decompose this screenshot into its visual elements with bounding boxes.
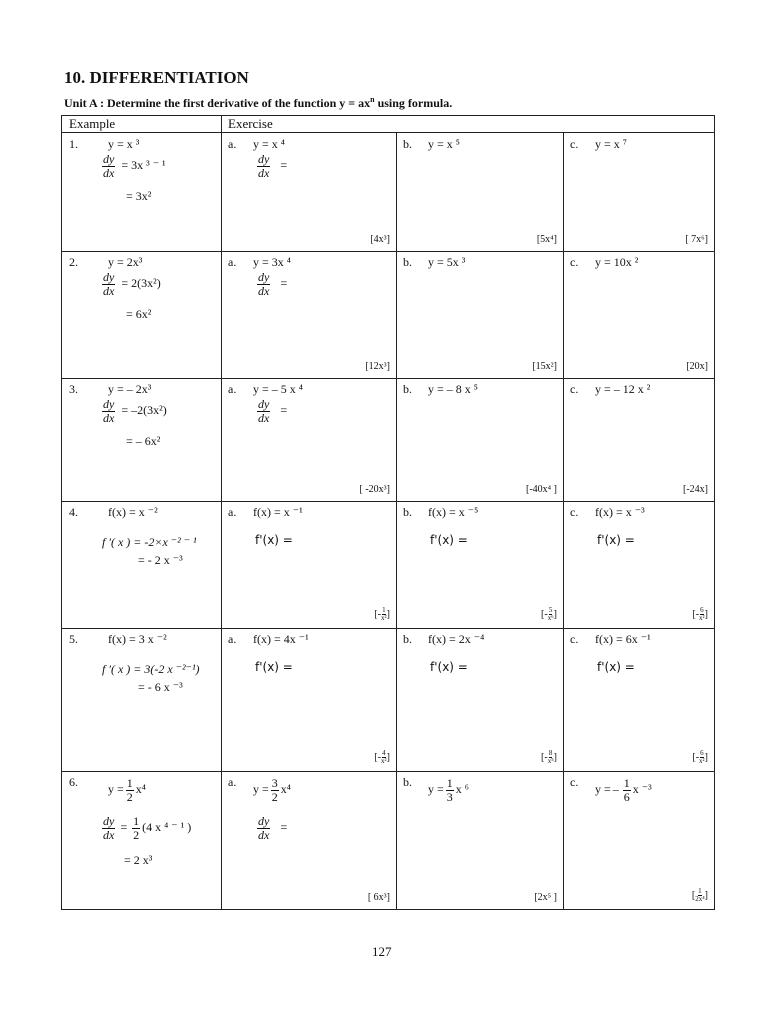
example-derivative — [100, 398, 167, 424]
fraction-denominator: 2 — [133, 827, 140, 842]
example-derivative — [100, 271, 161, 297]
example-cell — [62, 251, 221, 378]
exercise-cell-c — [563, 378, 714, 501]
example-result: = – 6x² — [126, 434, 161, 448]
derivative-prompt: f'(x) = — [255, 660, 293, 674]
fraction-denominator: x² — [381, 614, 387, 622]
fraction-denominator: x² — [699, 757, 705, 765]
example-function — [108, 777, 146, 803]
exercise-function — [253, 777, 291, 803]
answer: [ -20x³] — [359, 484, 390, 495]
example-number: 6. — [69, 775, 78, 789]
fraction-denominator: dx — [258, 410, 270, 425]
exercise-function: f(x) = x ⁻⁵ — [428, 505, 479, 519]
answer-fraction — [695, 888, 704, 903]
exercise-cell-a — [221, 251, 396, 378]
dy-dx-fraction — [102, 398, 115, 424]
exercise-cell-b — [396, 628, 563, 771]
exercise-header: Exercise — [228, 116, 273, 131]
equals: = — [117, 819, 131, 834]
fraction-numerator: dy — [103, 397, 115, 411]
fraction-numerator: 3 — [271, 776, 278, 790]
example-cell — [62, 133, 221, 251]
coefficient-fraction — [446, 777, 454, 803]
exercise-function: y = – 8 x ⁵ — [428, 382, 478, 396]
fraction-numerator: dy — [103, 270, 115, 284]
answer: [-24x] — [683, 484, 708, 495]
example-function: y = x ³ — [108, 137, 140, 151]
equals: = — [280, 157, 288, 172]
equals: = — [280, 819, 288, 834]
page-number: 127 — [372, 944, 392, 959]
fraction-denominator: x⁶ — [547, 614, 554, 622]
fraction-denominator: 2x⁴ — [695, 895, 705, 903]
exercise-function — [595, 777, 652, 803]
exercise-cell-c — [563, 133, 714, 251]
fraction-denominator: x⁵ — [547, 757, 554, 765]
exercise-function: f(x) = x ⁻¹ — [253, 505, 303, 519]
answer: [ 6x³] — [367, 892, 390, 903]
exercise-cell-b — [396, 771, 563, 909]
exercise-label: c. — [570, 255, 579, 269]
answer: [-40x⁴ ] — [526, 484, 557, 495]
dy-dx-fraction — [257, 153, 270, 179]
exercise-cell-b — [396, 251, 563, 378]
example-result: = - 6 x ⁻³ — [138, 680, 183, 694]
exercise-cell-a — [221, 378, 396, 501]
example-function: f(x) = 3 x ⁻² — [108, 632, 167, 646]
answer: [2x⁵ ] — [534, 892, 557, 903]
answer: [15x²] — [532, 361, 557, 372]
equals: = — [280, 402, 288, 417]
fraction-numerator: 6 — [700, 749, 704, 757]
answer-close: ] — [386, 751, 390, 763]
example-result: = 3x² — [126, 189, 152, 203]
dy-dx-fraction — [102, 271, 115, 297]
exercise-label: c. — [570, 505, 579, 519]
answer-open: [- — [692, 751, 700, 763]
answer: [20x] — [686, 361, 708, 372]
fraction-denominator: dx — [103, 827, 115, 842]
exercise-cell-a — [221, 501, 396, 628]
exercise-label: c. — [570, 632, 579, 646]
example-derivative — [100, 815, 191, 841]
coefficient-fraction — [132, 815, 140, 841]
fraction-numerator: dy — [258, 397, 270, 411]
derivative-prompt: f'(x) = — [597, 533, 635, 547]
exercise-function: y = 5x ³ — [428, 255, 466, 269]
exercise-label: c. — [570, 137, 579, 151]
example-function: y = 2x³ — [108, 255, 143, 269]
sign: – — [612, 781, 619, 796]
dy-dx-fraction — [257, 271, 270, 297]
fraction-numerator: 8 — [548, 749, 553, 757]
example-number: 2. — [69, 255, 78, 269]
y-label: y = — [253, 781, 269, 796]
exercise-cell-c — [563, 501, 714, 628]
fraction-denominator: x² — [699, 614, 705, 622]
derivative-prompt — [255, 271, 287, 297]
example-cell — [62, 501, 221, 628]
fraction-denominator: 3 — [446, 789, 453, 804]
y-label: y = — [428, 781, 444, 796]
exercise-cell-b — [396, 133, 563, 251]
fraction-denominator: dx — [103, 283, 115, 298]
answer-open: [ — [691, 889, 696, 901]
x-power: x ⁶ — [455, 781, 469, 796]
fraction-numerator: 1 — [126, 776, 133, 790]
exercise-function: f(x) = 6x ⁻¹ — [595, 632, 651, 646]
answer-close: ] — [553, 608, 557, 620]
exercise-cell-a — [221, 771, 396, 909]
exercise-function: f(x) = x ⁻³ — [595, 505, 645, 519]
exercise-label: a. — [228, 382, 237, 396]
fraction-denominator: x² — [381, 757, 387, 765]
fraction-numerator: dy — [258, 270, 270, 284]
exercise-label: b. — [403, 632, 412, 646]
example-step: = –2(3x²) — [121, 402, 167, 417]
fraction-numerator: dy — [103, 814, 115, 828]
coefficient-fraction — [623, 777, 631, 803]
y-label: y = — [595, 781, 611, 796]
exercise-function — [428, 777, 469, 803]
example-derivative: f ′( x ) = 3(-2 x ⁻²⁻¹) — [102, 662, 200, 676]
exercise-cell-c — [563, 628, 714, 771]
example-result: = 6x² — [126, 307, 152, 321]
example-number: 3. — [69, 382, 78, 396]
fraction-denominator: 2 — [126, 789, 133, 804]
dy-dx-fraction — [102, 815, 115, 841]
exercise-cell-b — [396, 378, 563, 501]
x-power: x ⁻³ — [632, 781, 652, 796]
fraction-numerator: 1 — [133, 814, 140, 828]
answer-open: [- — [374, 751, 382, 763]
example-cell — [62, 628, 221, 771]
answer — [374, 607, 390, 622]
example-step: = 2(3x²) — [121, 275, 161, 290]
example-number: 5. — [69, 632, 78, 646]
answer: [4x³] — [370, 234, 390, 245]
answer — [541, 750, 557, 765]
fraction-numerator: 4 — [382, 749, 386, 757]
exercise-function: f(x) = 4x ⁻¹ — [253, 632, 309, 646]
fraction-numerator: dy — [258, 152, 270, 166]
example-cell — [62, 378, 221, 501]
example-derivative: f ′( x ) = -2×x ⁻² ⁻ ¹ — [102, 535, 197, 549]
exercise-label: a. — [228, 775, 237, 789]
x-power: x⁴ — [135, 781, 146, 796]
answer-open: [- — [541, 751, 548, 763]
derivative-prompt — [255, 815, 287, 841]
answer: [ 7x⁶] — [685, 234, 708, 245]
example-number: 4. — [69, 505, 78, 519]
answer — [692, 750, 708, 765]
exercise-label: b. — [403, 382, 412, 396]
derivative-prompt: f'(x) = — [597, 660, 635, 674]
coefficient-fraction — [271, 777, 279, 803]
answer-close: ] — [704, 751, 708, 763]
unit-instruction: Unit A : Determine the first derivative of the function $y = ax^n$ using formula. — [64, 95, 453, 110]
example-function: f(x) = x ⁻² — [108, 505, 158, 519]
answer-open: [- — [692, 608, 700, 620]
fraction-numerator: 1 — [698, 887, 702, 895]
exercise-label: a. — [228, 137, 237, 151]
dy-dx-fraction — [257, 398, 270, 424]
fraction-numerator: 1 — [623, 776, 630, 790]
derivative-prompt: f'(x) = — [430, 660, 468, 674]
fraction-numerator: 1 — [382, 606, 386, 614]
answer-close: ] — [704, 889, 708, 901]
example-step: = 3x ³ ⁻ ¹ — [121, 157, 166, 172]
exercise-label: b. — [403, 775, 412, 789]
answer — [374, 750, 390, 765]
example-step: (4 x ⁴ ⁻ ¹ ) — [142, 819, 192, 834]
exercise-label: a. — [228, 505, 237, 519]
exercise-table — [61, 115, 715, 910]
fraction-denominator: dx — [258, 827, 270, 842]
example-cell — [62, 771, 221, 909]
exercise-function: y = – 5 x ⁴ — [253, 382, 303, 396]
coefficient-fraction — [126, 777, 134, 803]
exercise-cell-c — [563, 771, 714, 909]
fraction-numerator: dy — [103, 152, 115, 166]
answer-close: ] — [386, 608, 390, 620]
exercise-cell-a — [221, 628, 396, 771]
answer — [692, 607, 708, 622]
page-title: 10. DIFFERENTIATION — [64, 68, 249, 87]
exercise-cell-a — [221, 133, 396, 251]
fraction-numerator: dy — [258, 814, 270, 828]
derivative-prompt — [255, 398, 287, 424]
example-result: = - 2 x ⁻³ — [138, 553, 183, 567]
exercise-label: a. — [228, 632, 237, 646]
exercise-function: y = 10x ² — [595, 255, 639, 269]
answer — [692, 888, 708, 903]
fraction-denominator: 2 — [271, 789, 278, 804]
exercise-function: y = 3x ⁴ — [253, 255, 291, 269]
exercise-function: f(x) = 2x ⁻⁴ — [428, 632, 485, 646]
example-function: y = – 2x³ — [108, 382, 152, 396]
dy-dx-fraction — [102, 153, 115, 179]
fraction-numerator: 1 — [446, 776, 453, 790]
example-derivative — [100, 153, 166, 179]
exercise-label: c. — [570, 382, 579, 396]
y-label: y = — [108, 781, 124, 796]
exercise-function: y = x ⁵ — [428, 137, 460, 151]
fraction-denominator: dx — [103, 410, 115, 425]
example-header: Example — [69, 116, 116, 131]
answer: [5x⁴] — [536, 234, 557, 245]
derivative-prompt: f'(x) = — [255, 533, 293, 547]
fraction-numerator: 6 — [700, 606, 704, 614]
answer-close: ] — [553, 751, 557, 763]
answer — [541, 607, 557, 622]
exercise-label: b. — [403, 255, 412, 269]
fraction-denominator: dx — [103, 165, 115, 180]
fraction-denominator: dx — [258, 165, 270, 180]
fraction-denominator: 6 — [623, 789, 630, 804]
answer-open: [- — [374, 608, 382, 620]
fraction-numerator: 5 — [548, 606, 553, 614]
derivative-prompt — [255, 153, 287, 179]
example-number: 1. — [69, 137, 78, 151]
exercise-label: a. — [228, 255, 237, 269]
exercise-function: y = – 12 x ² — [595, 382, 651, 396]
derivative-prompt: f'(x) = — [430, 533, 468, 547]
exercise-label: b. — [403, 137, 412, 151]
x-power: x⁴ — [280, 781, 291, 796]
exercise-label: c. — [570, 775, 579, 789]
exercise-function: y = x ⁷ — [595, 137, 627, 151]
dy-dx-fraction — [257, 815, 270, 841]
answer-open: [- — [541, 608, 548, 620]
exercise-label: b. — [403, 505, 412, 519]
exercise-function: y = x ⁴ — [253, 137, 285, 151]
answer-close: ] — [704, 608, 708, 620]
equals: = — [280, 275, 288, 290]
answer: [12x³] — [365, 361, 390, 372]
fraction-denominator: dx — [258, 283, 270, 298]
exercise-cell-c — [563, 251, 714, 378]
exercise-cell-b — [396, 501, 563, 628]
example-result: = 2 x³ — [124, 853, 153, 867]
